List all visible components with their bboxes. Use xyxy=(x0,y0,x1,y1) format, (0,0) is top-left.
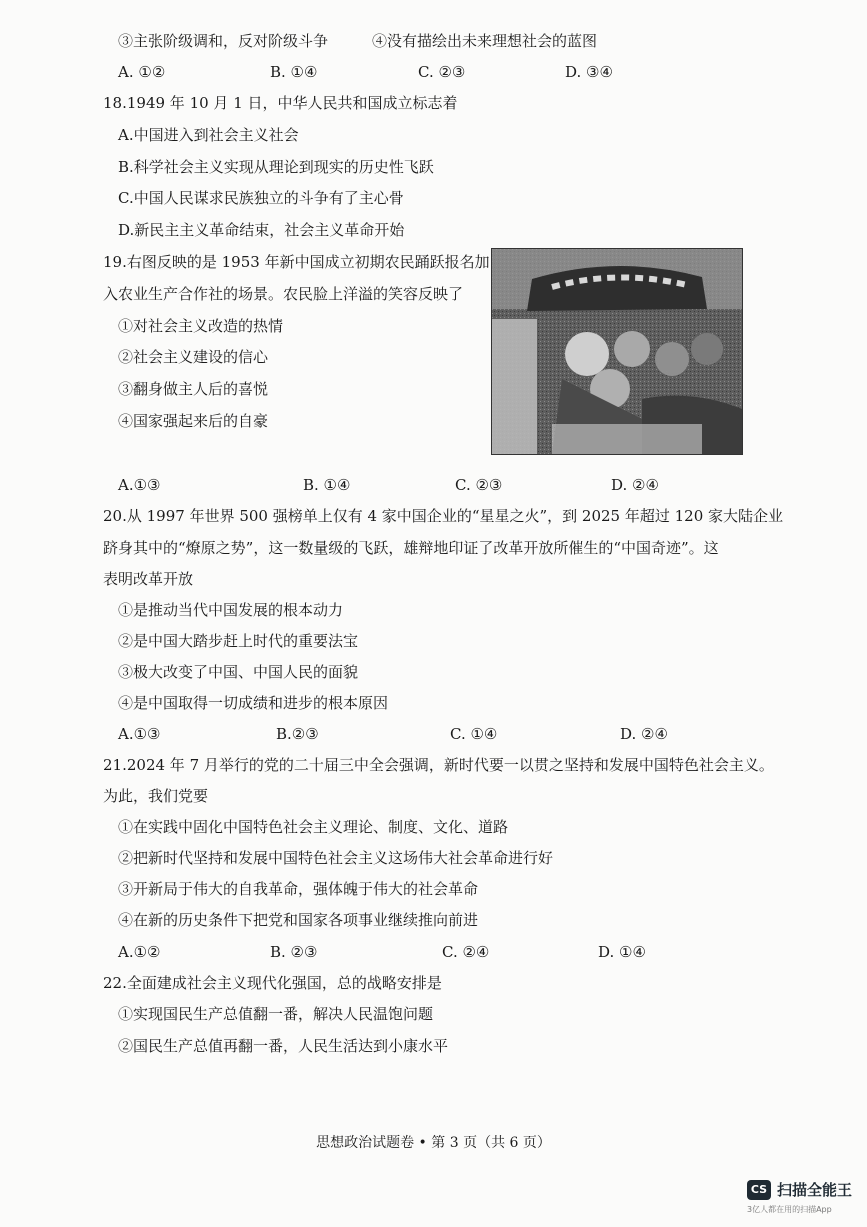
q18-option-b: B.科学社会主义实现从理论到现实的历史性飞跃 xyxy=(118,158,434,176)
q21-item-3: ③开新局于伟大的自我革命，强体魄于伟大的社会革命 xyxy=(118,880,479,898)
q17-item-4: ④没有描绘出未来理想社会的蓝图 xyxy=(372,32,598,50)
q21-option-d: D. ①④ xyxy=(598,943,646,961)
cs-logo-icon: CS xyxy=(747,1180,771,1200)
q21-item-1: ①在实践中固化中国特色社会主义理论、制度、文化、道路 xyxy=(118,818,509,836)
q21-option-b: B. ②③ xyxy=(270,943,318,961)
q17-item-3: ③主张阶级调和，反对阶级斗争 xyxy=(118,32,329,50)
q19-item-4: ④国家强起来后的自豪 xyxy=(118,412,269,430)
q22-stem: 22.全面建成社会主义现代化强国，总的战略安排是 xyxy=(103,974,442,992)
q19-farmers-photo xyxy=(491,248,743,455)
q18-option-c: C.中国人民谋求民族独立的斗争有了主心骨 xyxy=(118,189,404,207)
q20-option-a: A.①③ xyxy=(118,725,161,743)
q22-item-1: ①实现国民生产总值翻一番，解决人民温饱问题 xyxy=(118,1005,434,1023)
q20-item-1: ①是推动当代中国发展的根本动力 xyxy=(118,601,344,619)
page-footer: 思想政治试题卷 • 第 3 页（共 6 页） xyxy=(316,1135,551,1151)
q17-option-a: A. ①② xyxy=(118,63,166,81)
q21-item-4: ④在新的历史条件下把党和国家各项事业继续推向前进 xyxy=(118,911,479,929)
q19-stem-line-2: 入农业生产合作社的场景。农民脸上洋溢的笑容反映了 xyxy=(103,285,464,303)
q18-option-a: A.中国进入到社会主义社会 xyxy=(118,126,299,144)
q21-stem-line-2: 为此，我们党要 xyxy=(103,787,209,805)
q19-option-a: A.①③ xyxy=(118,476,161,494)
q19-item-1: ①对社会主义改造的热情 xyxy=(118,317,284,335)
q19-stem-line-1: 19.右图反映的是 1953 年新中国成立初期农民踊跃报名加 xyxy=(103,253,490,271)
q19-option-d: D. ②④ xyxy=(611,476,659,494)
q20-option-b: B.②③ xyxy=(276,725,319,743)
q22-item-2: ②国民生产总值再翻一番，人民生活达到小康水平 xyxy=(118,1037,449,1055)
q20-option-c: C. ①④ xyxy=(450,725,498,743)
q18-stem: 18.1949 年 10 月 1 日，中华人民共和国成立标志着 xyxy=(103,94,458,112)
q20-stem-line-1: 20.从 1997 年世界 500 强榜单上仅有 4 家中国企业的“星星之火”，到 2025 年超过 120 家大陆企业 xyxy=(103,507,784,525)
q21-stem-line-1: 21.2024 年 7 月举行的党的二十届三中全会强调，新时代要一以贯之坚持和发展中国特色社会主义。 xyxy=(103,756,774,774)
q21-item-2: ②把新时代坚持和发展中国特色社会主义这场伟大社会革命进行好 xyxy=(118,849,554,867)
q17-option-b: B. ①④ xyxy=(270,63,318,81)
scanner-tagline: 3亿人都在用的扫描App xyxy=(747,1205,832,1214)
q20-stem-line-2: 跻身其中的“燎原之势”，这一数量级的飞跃，雄辩地印证了改革开放所催生的“中国奇迹”。这 xyxy=(103,539,719,557)
q20-item-3: ③极大改变了中国、中国人民的面貌 xyxy=(118,663,359,681)
scanner-watermark xyxy=(747,1176,857,1220)
q20-option-d: D. ②④ xyxy=(620,725,668,743)
q19-option-b: B. ①④ xyxy=(303,476,351,494)
q20-stem-line-3: 表明改革开放 xyxy=(103,570,194,588)
q19-item-2: ②社会主义建设的信心 xyxy=(118,348,269,366)
q17-option-d: D. ③④ xyxy=(565,63,613,81)
q17-option-c: C. ②③ xyxy=(418,63,466,81)
q19-item-3: ③翻身做主人后的喜悦 xyxy=(118,380,269,398)
q20-item-4: ④是中国取得一切成绩和进步的根本原因 xyxy=(118,694,389,712)
q21-option-a: A.①② xyxy=(118,943,161,961)
q19-option-c: C. ②③ xyxy=(455,476,503,494)
q21-option-c: C. ②④ xyxy=(442,943,490,961)
scanner-app-name: 扫描全能王 xyxy=(777,1181,853,1199)
q20-item-2: ②是中国大踏步赶上时代的重要法宝 xyxy=(118,632,359,650)
q18-option-d: D.新民主主义革命结束，社会主义革命开始 xyxy=(118,221,405,239)
